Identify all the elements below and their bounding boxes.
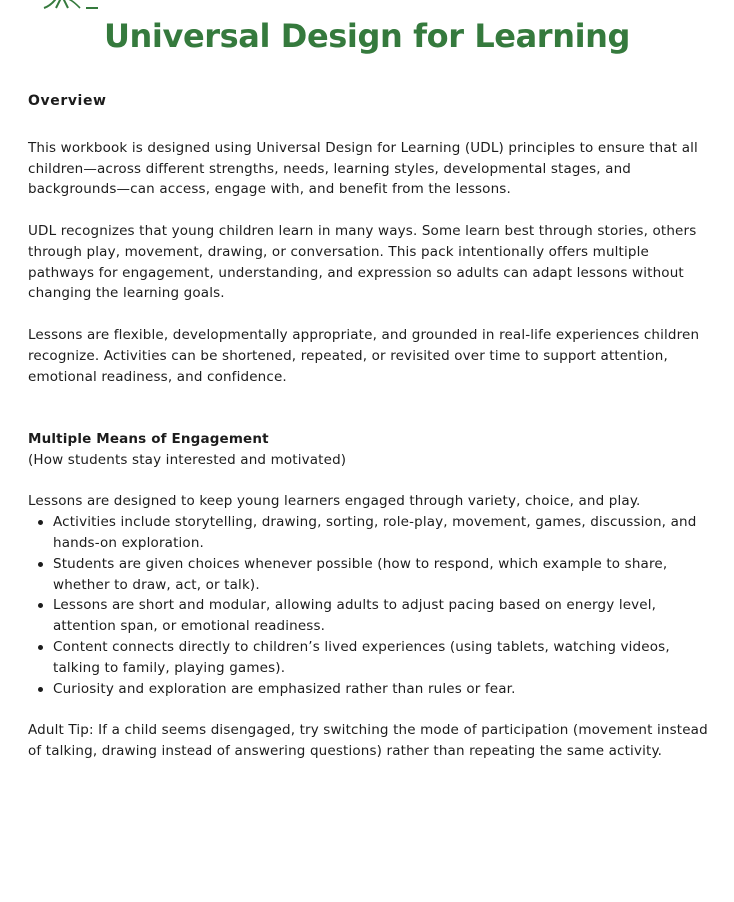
engagement-intro: Lessons are designed to keep young learners engaged through variety, choice, and play. <box>28 493 641 510</box>
leaf-logo-fragment-icon <box>42 0 100 10</box>
overview-heading: Overview <box>28 93 107 109</box>
engagement-bullet-list <box>28 512 718 699</box>
page-title: Universal Design for Learning <box>103 17 631 55</box>
overview-paragraph-2: UDL recognizes that young children learn in many ways. Some learn best through stories, others through play, movement, drawing, or conversation. This pack intentionally offers multiple pathways for engagement, understanding, and expression so adults can adapt lessons without changing the learning goals. <box>28 222 697 302</box>
overview-paragraph-3: Lessons are flexible, developmentally appropriate, and grounded in real-life experiences children recognize. Activities can be shortened, repeated, or revisited over time to support attention, emotional readiness, and confidence. <box>28 326 700 385</box>
bullet-item: Activities include storytelling, drawing, sorting, role-play, movement, games, discussion, and hands-on exploration. <box>53 512 718 554</box>
overview-paragraph-1: This workbook is designed using Universal Design for Learning (UDL) principles to ensure that all children—across different strengths, needs, learning styles, developmental stages, and backgrounds—can access, engage with, and benefit from the lessons. <box>28 139 698 198</box>
bullet-item: Content connects directly to children’s lived experiences (using tablets, watching videos, talking to family, playing games). <box>53 637 718 679</box>
document-body <box>28 91 718 762</box>
engagement-subheading: (How students stay interested and motivated) <box>28 451 347 468</box>
bullet-item: Students are given choices whenever possible (how to respond, which example to share, whether to draw, act, or talk). <box>53 554 718 596</box>
engagement-heading: Multiple Means of Engagement <box>28 430 269 447</box>
bullet-item: Curiosity and exploration are emphasized rather than rules or fear. <box>53 679 718 700</box>
adult-tip: Adult Tip: If a child seems disengaged, try switching the mode of participation (movement instead of talking, drawing instead of answering questions) rather than repeating the same activity. <box>28 722 708 759</box>
bullet-item: Lessons are short and modular, allowing adults to adjust pacing based on energy level, attention span, or emotional readiness. <box>53 595 718 637</box>
